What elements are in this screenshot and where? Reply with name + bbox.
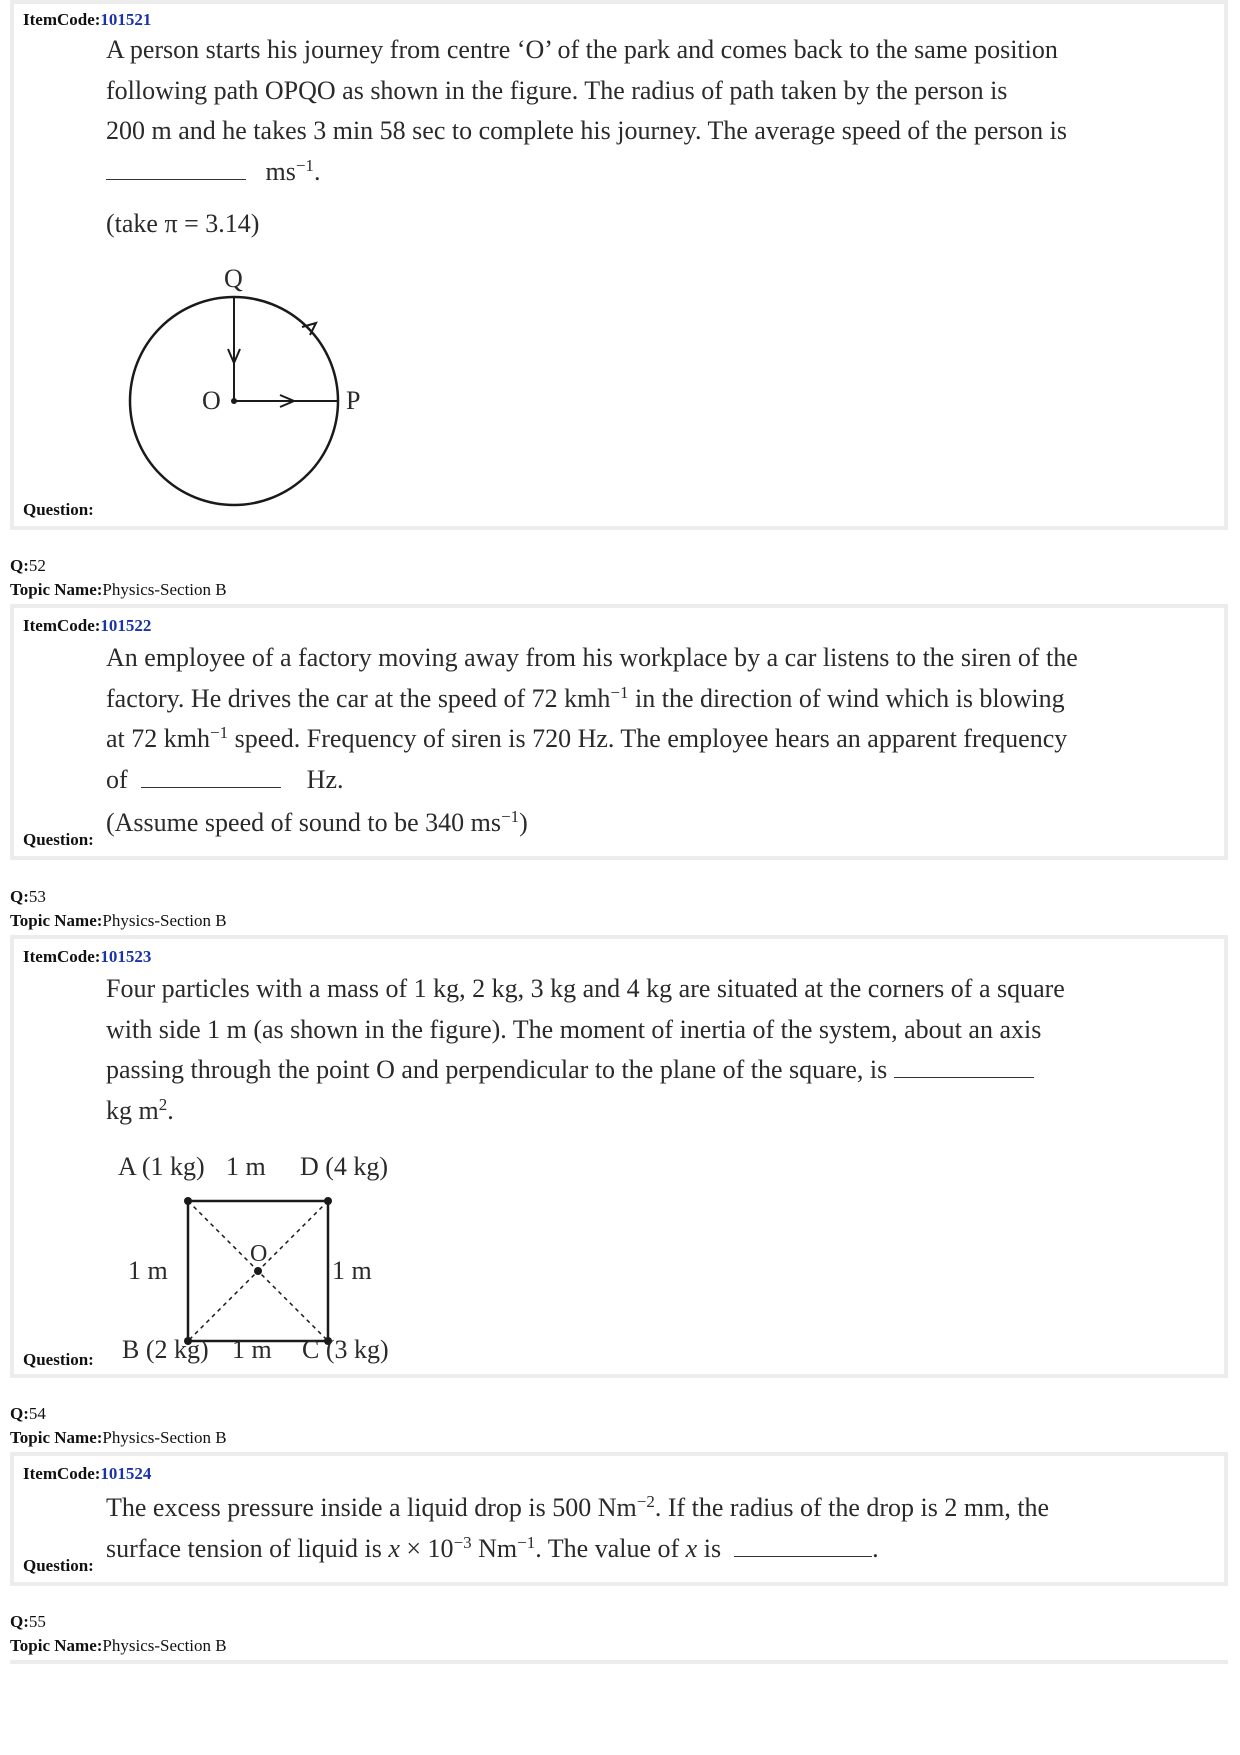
question-label: Question: — [23, 1556, 94, 1575]
label-q: Q — [224, 264, 243, 293]
label-b: B (2 kg) — [122, 1335, 209, 1364]
item-code: ItemCode:101521 — [23, 10, 152, 29]
question-text: An employee of a factory moving away from his workplace by a car listens to the siren of the factory. He drives the car at the speed of 72 kmh$^{-1}$ in the direction of wind which is blowing at 72 kmh$^{-1}$ speed. Frequency of siren is 720 Hz. The employee hears an apparent frequency of Hz. (Assume speed of sound to be 340 $ms^{-1}$) — [106, 643, 1078, 837]
label-right-side: 1 m — [332, 1256, 372, 1285]
label-bottom-side: 1 m — [232, 1335, 272, 1364]
label-d: D (4 kg) — [300, 1152, 389, 1181]
square-masses-figure — [110, 1139, 450, 1369]
q-number: Q:54 — [10, 1404, 46, 1423]
topic-name: Topic Name:Physics-Section B — [10, 911, 227, 930]
label-a: A (1 kg) — [118, 1152, 205, 1181]
circle-path-figure — [114, 259, 374, 519]
item-code: ItemCode:101524 — [23, 1464, 152, 1483]
question-box-101522 — [10, 604, 1228, 860]
label-o: O — [202, 386, 221, 415]
q-number: Q:52 — [10, 556, 46, 575]
question-box-101521 — [10, 0, 1228, 530]
q-number: Q:53 — [10, 887, 46, 906]
label-left-side: 1 m — [128, 1256, 168, 1285]
question-box-101524 — [10, 1452, 1228, 1586]
label-c: C (3 kg) — [302, 1335, 389, 1364]
label-top-side: 1 m — [226, 1152, 266, 1181]
item-code: ItemCode:101522 — [23, 616, 152, 635]
topic-name: Topic Name:Physics-Section B — [10, 580, 227, 599]
question-text: Four particles with a mass of 1 kg, 2 kg, 3 kg and 4 kg are situated at the corners of a square with side 1 m (as shown in the figure). The moment of inertia of the system, about an axis passing through the point O and perpendicular to the plane of the square, is kg $m^2$. — [106, 974, 1065, 1125]
q-number: Q:55 — [10, 1612, 46, 1631]
question-text: A person starts his journey from centre ‘O’ of the park and comes back to the same position following path OPQO as shown in the figure. The radius of path taken by the person is 200 m and he takes 3 min 58 sec to complete his journey. The average speed of the person is $ms^{-1}$. — [106, 35, 1068, 186]
question-box-top-edge — [10, 1660, 1228, 1664]
take-pi-note: (take π = 3.14) — [106, 209, 260, 238]
item-code: ItemCode:101523 — [23, 947, 152, 966]
question-label: Question: — [23, 830, 94, 849]
question-label: Question: — [23, 500, 94, 519]
label-p: P — [346, 386, 361, 415]
label-o: O — [250, 1241, 268, 1267]
question-label: Question: — [23, 1350, 94, 1369]
question-text: The excess pressure inside a liquid drop is 500 $Nm^{-2}$. If the radius of the drop is 2 mm, the surface tension of liquid is $x \times 10^{-3}$ $Nm^{-1}$. The value of x is . — [106, 1492, 1050, 1563]
topic-name: Topic Name:Physics-Section B — [10, 1636, 227, 1655]
question-box-101523 — [10, 935, 1228, 1378]
topic-name: Topic Name:Physics-Section B — [10, 1428, 227, 1447]
